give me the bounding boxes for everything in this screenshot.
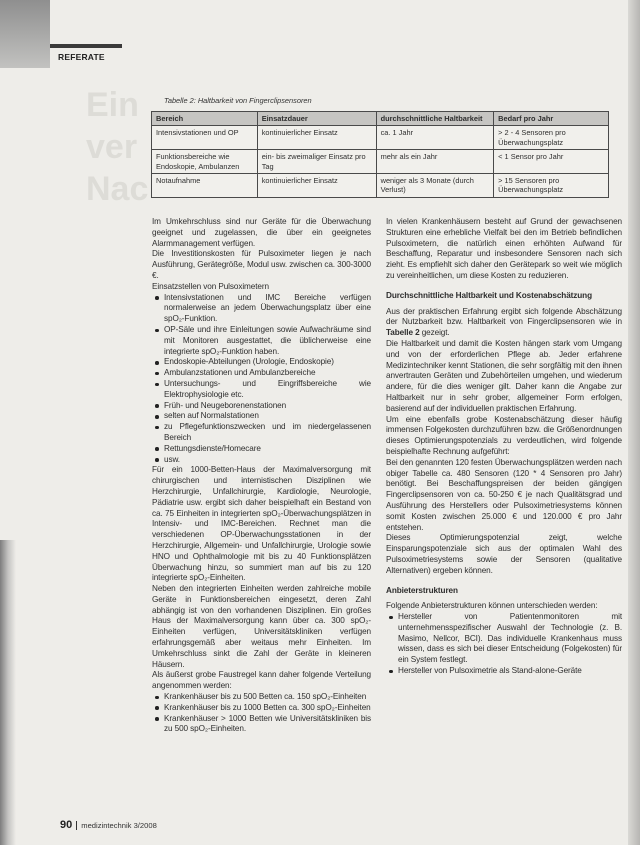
section-label: REFERATE xyxy=(58,52,105,62)
table-row xyxy=(152,174,609,198)
list-item: Krankenhäuser > 1000 Betten wie Universitätskliniken bis zu 500 spO₂-Einheiten. xyxy=(152,714,371,736)
list-item: zu Pflegefunktionszwecken und im niedergelassenen Bereich xyxy=(152,422,371,444)
table-cell: mehr als ein Jahr xyxy=(376,150,494,174)
section-heading: Anbieterstrukturen xyxy=(386,585,458,595)
paragraph: Folgende Anbieterstrukturen können unterschieden werden: xyxy=(386,601,598,611)
paragraph-text: Aus der praktischen Erfahrung ergibt sich folgende Abschätzung der Nutzbarkeit bzw. Haltbarkeit von Fingerclipsensoren wie in xyxy=(386,306,622,327)
table-cell: kontinuierlicher Einsatz xyxy=(257,174,376,198)
table-cell: Funktionsbereiche wie Endoskopie, Ambulanzen xyxy=(152,150,258,174)
text-column-right xyxy=(386,217,622,677)
ghost-title-line: Nac xyxy=(86,170,149,208)
table-cell: < 1 Sensor pro Jahr xyxy=(494,150,609,174)
ghost-title xyxy=(86,84,148,210)
paragraph xyxy=(386,307,622,339)
table-cell: > 15 Sensoren pro Überwachungsplatz xyxy=(494,174,609,198)
paragraph: In vielen Krankenhäusern besteht auf Grund der gewachsenen Strukturen eine erhebliche Vielfalt bei den im Betrieb befindlichen Pulsoximetern, die natürlich einen erhöhten Aufwand für Beschaffung, Reparatur und insbesondere Sensoren nach sich zieht. Es empfiehlt sich daher den Gerätepark so weit wie möglich zu vereinheitlichen, um diese Kosten zu reduzieren. xyxy=(386,217,622,280)
table-row xyxy=(152,150,609,174)
table-caption: Tabelle 2: Haltbarkeit von Fingerclipsensoren xyxy=(164,96,312,105)
list-item: Hersteller von Pulsoximetrie als Stand-alone-Geräte xyxy=(386,666,622,677)
table-cell: weniger als 3 Monate (durch Verlust) xyxy=(376,174,494,198)
table-reference: Tabelle 2 xyxy=(386,328,420,338)
paragraph: Neben den integrierten Einheiten werden zahlreiche mobile Geräte in Funktionsbereichen eingesetzt, deren Zahl abhängig ist von den vorhandenen Disziplinen. Ein großes Haus der Maximalversorgung kann über ca. 300 spO₂-Einheiten verfügen, Universitätskliniken verfügen erfahrungsgemäß aber weitaus mehr Einheiten. Im Umkehrschluss sinkt die Zahl der Geräte in kleineren Häusern. xyxy=(152,584,371,669)
section-heading: Durchschnittliche Haltbarkeit und Kostenabschätzung xyxy=(386,290,592,300)
scan-edge-right xyxy=(628,0,640,845)
ghost-title-line: ver xyxy=(86,128,138,166)
list-item: Krankenhäuser bis zu 500 Betten ca. 150 spO₂-Einheiten xyxy=(152,692,371,703)
list-item: Hersteller von Patientenmonitoren mit unternehmensspezifischer Auswahl der Technologie (z. B. Masimo, Nellcor, BCI). Das individuelle Krankenhaus muss wissen, dass es sich bei dieser Entscheidung (Folgekosten) für ein System festlegt. xyxy=(386,612,622,666)
table-cell: Notaufnahme xyxy=(152,174,258,198)
column-header: Einsatzdauer xyxy=(257,112,376,126)
ghost-title-line: Ein xyxy=(86,86,139,124)
section-bar xyxy=(50,44,122,48)
page-number: 90 xyxy=(60,819,73,831)
journal-issue: medizintechnik 3/2008 xyxy=(76,821,157,830)
table-cell: > 2 - 4 Sensoren pro Überwachungsplatz xyxy=(494,126,609,150)
paragraph: Dieses Optimierungspotenzial zeigt, welche Einsparungspotenziale sich aus der optimalen Wahl des Pulsoximetriesystems sowie der Sensoren (qualitative Alternativen) ergeben können. xyxy=(386,533,622,575)
list-item: Untersuchungs- und Eingriffsbereiche wie Elektrophysiologie etc. xyxy=(152,379,371,401)
table-row xyxy=(152,126,609,150)
page-footer xyxy=(60,815,157,833)
list-item: Endoskopie-Abteilungen (Urologie, Endoskopie) xyxy=(152,357,371,368)
subheading: Einsatzstellen von Pulsoximetern xyxy=(152,281,269,291)
paragraph-text: gezeigt. xyxy=(419,328,450,338)
scan-edge-top xyxy=(0,0,50,68)
paragraph: Bei den genannten 120 festen Überwachungsplätzen werden nach obiger Tabelle ca. 480 Sensoren (120 * 4 Sensoren pro Jahr) benötigt. Bei Beschaffungspreisen der beiden gängigen Fingerclipsensoren von ca. 50-250 € je nach Qualitätsgrad und Ausführung des Herstellers oder Pulsoximetriesystems können somit Kosten zwischen 25.000 € und 120.000 € pro Jahr entstehen. xyxy=(386,457,622,532)
table-cell: Intensivstationen und OP xyxy=(152,126,258,150)
table-cell: ca. 1 Jahr xyxy=(376,126,494,150)
column-header: Bedarf pro Jahr xyxy=(494,112,609,126)
scan-edge-left xyxy=(0,540,16,845)
sensor-durability-table xyxy=(151,111,609,198)
paragraph: Die Haltbarkeit und damit die Kosten hängen stark vom Umgang und von der erforderlichen Pflege ab. Jeder erfahrene Medizintechniker kennt Stationen, die sehr sorgfältig mit den ihnen anvertrauten Geräten und Zubehörteilen umgehen, und wiederum andere, für die dies weniger gilt. Daher kann die Angabe zur Haltbarkeit nur in sehr grober, allgemeiner Form erfolgen, basierend auf der individuellen praktischen Erfahrung. xyxy=(386,338,622,413)
paragraph: Für ein 1000-Betten-Haus der Maximalversorgung mit chirurgischen und internistischen Disziplinen wie Herzchirurgie, Unfallchirurgie, Kardiologie, Neurologie, Pädiatrie usw. ergibt sich daher beispielhaft ein Bestand von ca. 75 Einheiten in integrierten spO₂-Überwachungsplätzen in Intensiv- und IMC-Bereichen. Rechnet man die verschiedenen OP-Überwachungsstationen in der Herzchirurgie, Allgemein- und Unfallchirurgie, Urologie sowie HNO und Ophthalmologie mit bis zu 40 Funktionsplätzen Überwachung hinzu, so summiert man auf bis zu 120 integrierte spO₂-Einheiten. xyxy=(152,465,371,583)
column-header: Bereich xyxy=(152,112,258,126)
paragraph: Die Investitionskosten für Pulsoximeter liegen je nach Ausführung, Gerätegröße, Modul usw. zwischen ca. 300-3000 €. xyxy=(152,249,371,280)
list-item: Früh- und Neugeborenenstationen xyxy=(152,401,371,412)
paragraph: Im Umkehrschluss sind nur Geräte für die Überwachung geeignet und zugelassen, die über ein geeignetes Alarmmanagement verfügen. xyxy=(152,217,371,248)
list-item: Krankenhäuser bis zu 1000 Betten ca. 300 spO₂-Einheiten xyxy=(152,703,371,714)
paragraph: Als äußerst grobe Faustregel kann daher folgende Verteilung angenommen werden: xyxy=(152,670,371,691)
paragraph: Um eine ebenfalls grobe Kostenabschätzung dieser häufig immensen Folgekosten durchzuführen bzw. die Größenordnungen dieses Optimierungspotenzials zu verdeutlichen, wird folgende beispielhafte Rechnung aufgeführt: xyxy=(386,414,622,456)
table-cell: ein- bis zweimaliger Einsatz pro Tag xyxy=(257,150,376,174)
column-header: durchschnittliche Haltbarkeit xyxy=(376,112,494,126)
list-item: Intensivstationen und IMC Bereiche verfügen normalerweise an jedem Überwachungsplatz über eine spO₂-Funktion. xyxy=(152,293,371,325)
text-column-left xyxy=(152,217,371,735)
bullet-list xyxy=(152,293,371,466)
list-item: Ambulanzstationen und Ambulanzbereiche xyxy=(152,368,371,379)
table-header-row xyxy=(152,112,609,126)
bullet-list xyxy=(386,612,622,677)
list-item: usw. xyxy=(152,455,371,466)
table-cell: kontinuierlicher Einsatz xyxy=(257,126,376,150)
bullet-list xyxy=(152,692,371,735)
list-item: selten auf Normalstationen xyxy=(152,411,371,422)
list-item: OP-Säle und ihre Einleitungen sowie Aufwachräume sind mit Monitoren ausgestattet, die üblicherweise eine integrierte spO₂-Funktion haben. xyxy=(152,325,371,357)
list-item: Rettungsdienste/Homecare xyxy=(152,444,371,455)
